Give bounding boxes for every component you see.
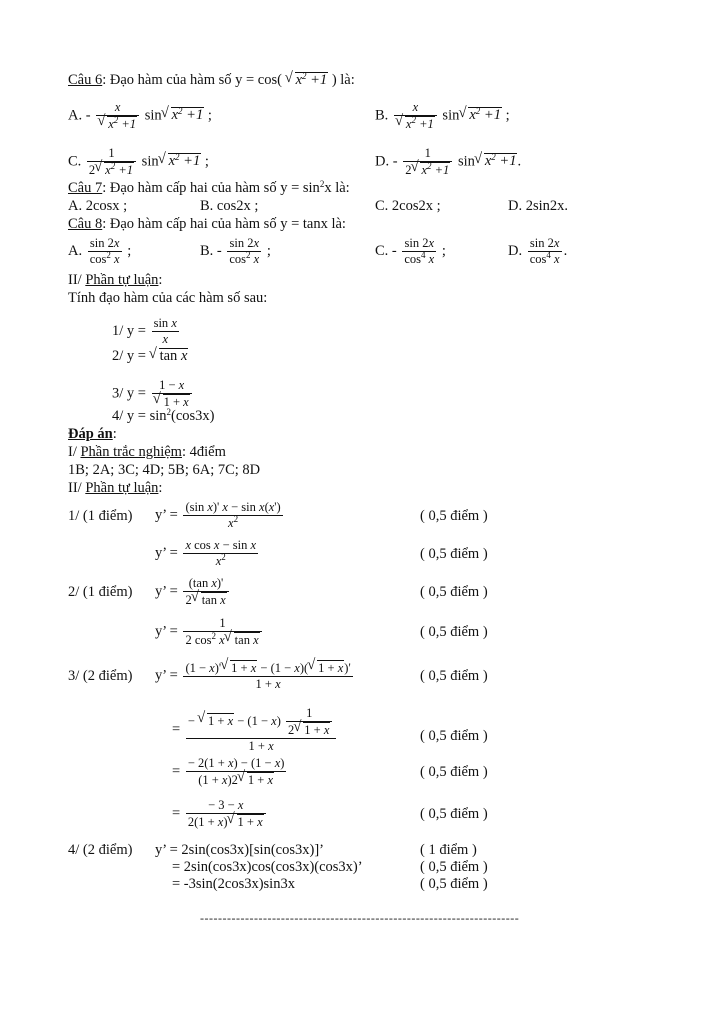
solution-3-step-3: = $\frac{- 2(1 + x) - (1 - x)}{(1 + x)2√ 1 + x}$ — [172, 756, 288, 788]
math-fraction: $\frac{\sin 2x}{\cos^4 x}$ — [529, 236, 560, 266]
math-fraction: 1 − x √ 1 + x — [152, 378, 192, 410]
q8-option-c: C. - $\frac{\sin 2x}{\cos^4 x}$ ; — [375, 236, 446, 266]
score-note: ( 0,5 điểm ) — [420, 859, 488, 875]
question-7-label: Câu 7 — [68, 180, 103, 196]
answer-part2-heading: II/ Phần tự luận: — [68, 480, 163, 496]
math-fraction: x √ $x^2 +1$ — [96, 100, 139, 132]
q7-option-c: C. 2cos2x ; — [375, 198, 441, 214]
q6-option-b: B. x √ $x^2 +1$ sin√ $x^2 +1$ ; — [375, 100, 510, 132]
question-7-stem: Câu 7: Đạo hàm cấp hai của hàm số $y = \sin^2x$ là: — [68, 179, 350, 196]
question-8-label: Câu 8 — [68, 216, 103, 232]
q6-option-a: A. - x √ $x^2 +1$ sin√ $x^2 +1$ ; — [68, 100, 212, 132]
q6-option-d: D. - $\frac{1}{2√ x^2 +1}$ sin√ $x^2 +1$. — [375, 146, 521, 178]
solution-1-label: 1/ (1 điểm) — [68, 508, 133, 524]
math-fraction: $\frac{\text{x cos x − sin x}}{x^2}$ — [185, 538, 257, 568]
math-fraction: $\frac{\text{sin x}}{x}$ — [153, 316, 177, 346]
solution-2-label: 2/ (1 điểm) — [68, 584, 133, 600]
exercise-4: 4/ $y = \sin^2(\cos 3x)$ — [112, 407, 215, 424]
q8-option-d: D. $\frac{\sin 2x}{\cos^4 x}$ . — [508, 236, 568, 266]
math-fraction: $\frac{\text{(tan x)'}}{\text{2√ tan x}}$ — [183, 576, 228, 608]
score-note: ( 0,5 điểm ) — [420, 764, 488, 780]
score-note: ( 1 điểm ) — [420, 842, 477, 858]
math-fraction: $\frac{- 2(1 + x) - (1 - x)}{(1 + x)2√ 1 + x}$ — [186, 756, 287, 788]
solution-3-step-2: = − √ 1 + x − (1 − x) $\frac{1}{2√ 1 + x}$ 1 + x — [172, 706, 338, 754]
math-fraction: − √ 1 + x − (1 − x) $\frac{1}{2√ 1 + x}$ 1 + x — [186, 706, 337, 754]
q7-option-d: D. 2sin2x. — [508, 198, 569, 214]
solution-3-step-1: y’ = $\frac{(1 - x)'√ 1 + x - (1 - x)(√ 1 + x)'}{1 + x}$ — [155, 660, 355, 692]
score-note: ( 0,5 điểm ) — [420, 546, 488, 562]
score-note: ( 0,5 điểm ) — [420, 806, 488, 822]
q8-option-b: B. - $\frac{\sin 2x}{\cos^2 x}$ ; — [200, 236, 271, 266]
score-note: ( 0,5 điểm ) — [420, 584, 488, 600]
part2-instruction: Tính đạo hàm của các hàm số sau: — [68, 290, 268, 306]
solution-4-label: 4/ (2 điểm) — [68, 842, 133, 858]
math-fraction: $\frac{\sin 2x}{\cos^2 x}$ — [229, 236, 260, 266]
math-fraction: $\frac{- 3 - x}{2(1 + x)√ 1 + x}$ — [186, 798, 266, 830]
math-fraction: $\frac{(1 - x)'√ 1 + x - (1 - x)(√ 1 + x)'}{1 + x}$ — [183, 660, 352, 692]
solution-3-step-4: = $\frac{- 3 - x}{2(1 + x)√ 1 + x}$ — [172, 798, 268, 830]
answer-part1-heading: I/ Phần trắc nghiệm: 4điểm — [68, 444, 226, 460]
q8-option-a: A. $\frac{\sin 2x}{\cos^2 x}$ ; — [68, 236, 132, 266]
answer-key: 1B; 2A; 3C; 4D; 5B; 6A; 7C; 8D — [68, 462, 261, 478]
part2-heading: II/ Phần tự luận: — [68, 272, 163, 288]
solution-2-step-2: y’ = $\frac{1}{2 \cos^2 x√ \tan x}$ — [155, 616, 264, 648]
q6-option-c: C. $\frac{1}{2√ x^2 +1}$ sin√ $x^2 +1$ ; — [68, 146, 209, 178]
question-6-label: Câu 6 — [68, 72, 103, 88]
score-note: ( 0,5 điểm ) — [420, 728, 488, 744]
math-fraction: $\frac{\sin 2x}{\cos^2 x}$ — [89, 236, 120, 266]
math-fraction: $\frac{\text{(sin x)' x − sin x(x')}}{x^2}$ — [185, 500, 281, 530]
separator-line: ----------------------------------------------------------------------- — [200, 911, 520, 925]
math-fraction: $\frac{1}{2√ x^2 +1}$ — [403, 146, 452, 178]
solution-1-step-1: y’ = $\frac{\text{(sin x)' x − sin x(x')}}{x^2}$ — [155, 500, 281, 530]
math-fraction: $\frac{1}{2 \cos^2 x√ \tan x}$ — [183, 616, 261, 648]
exercise-1: 1/ y = $\frac{\text{sin x}}{x}$ — [112, 316, 177, 346]
q7-option-a: A. 2cosx ; — [68, 198, 128, 214]
math-fraction: $\frac{\sin 2x}{\cos^4 x}$ — [404, 236, 435, 266]
score-note: ( 0,5 điểm ) — [420, 624, 488, 640]
question-6-stem: Câu 6: Đạo hàm của hàm số y = cos( √ $x^2 +1$ ) là: — [68, 72, 355, 88]
score-note: ( 0,5 điểm ) — [420, 508, 488, 524]
math-fraction: $\frac{1}{2√ x^2 +1}$ — [87, 146, 136, 178]
exercise-3: 3/ y = 1 − x √ 1 + x — [112, 378, 194, 410]
score-note: ( 0,5 điểm ) — [420, 876, 488, 892]
solution-4-step-1: y’ = 2sin(cos3x)[sin(cos3x)]’ — [155, 842, 324, 858]
exercise-2: 2/ y = √ tan x — [112, 348, 188, 364]
q7-option-b: B. cos2x ; — [200, 198, 259, 214]
score-note: ( 0,5 điểm ) — [420, 668, 488, 684]
math-fraction: x √ $x^2 +1$ — [394, 100, 437, 132]
solution-4-step-2: = 2sin(cos3x)cos(cos3x)(cos3x)’ — [172, 859, 363, 875]
solution-4-step-3: = -3sin(2cos3x)sin3x — [172, 876, 295, 892]
question-8-stem: Câu 8: Đạo hàm cấp hai của hàm số y = tanx là: — [68, 216, 346, 232]
math-sqrt: √ $x^2 +1$ — [286, 72, 329, 88]
solution-1-step-2: y’ = $\frac{\text{x cos x − sin x}}{x^2}$ — [155, 538, 257, 568]
answer-heading: Đáp án: — [68, 426, 117, 442]
solution-3-label: 3/ (2 điểm) — [68, 668, 133, 684]
solution-2-step-1: y’ = $\frac{\text{(tan x)'}}{\text{2√ tan x}}$ — [155, 576, 231, 608]
